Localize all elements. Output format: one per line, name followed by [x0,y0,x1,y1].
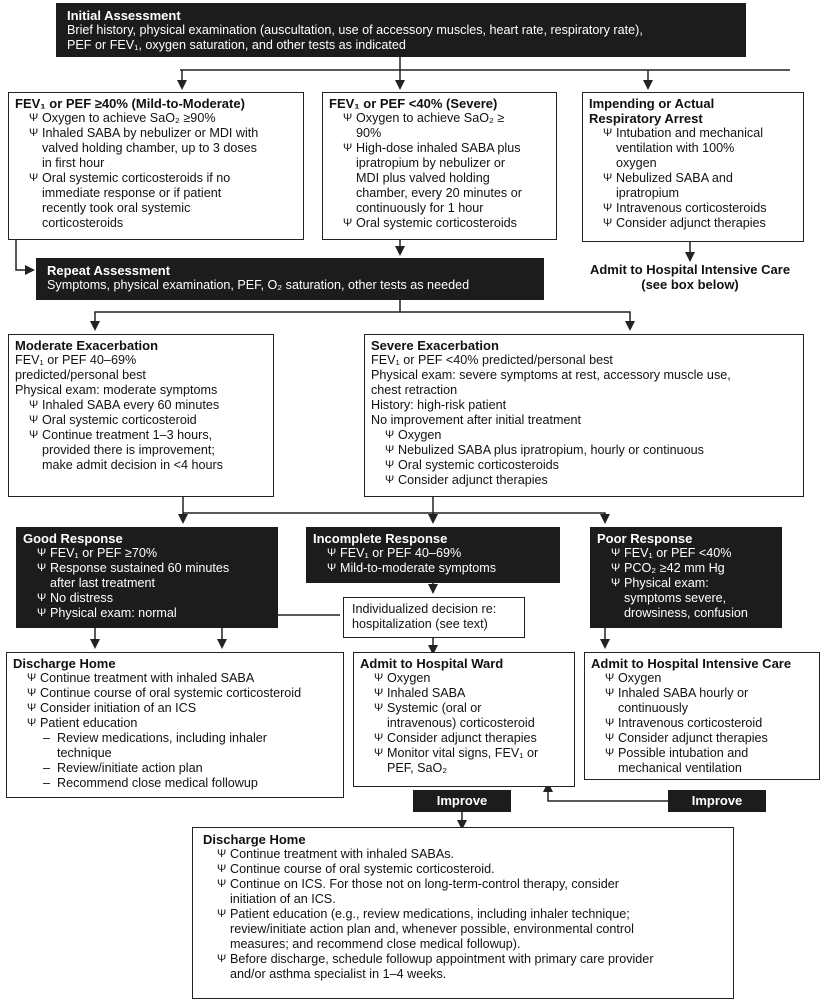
incomplete-response-box [306,527,560,583]
list-item: Ψ Before discharge, schedule followup appointment with primary care provider and/or asthma specialist in 1–4 weeks. [217,952,723,982]
list-item: Ψ Continue course of oral systemic corticosteroid [27,686,337,701]
hospitalization-decision-box: Individualized decision re: hospitalization (see text) [343,597,525,638]
severe-exacerbation-title: Severe Exacerbation [371,338,499,353]
list-item: Ψ Oxygen to achieve SaO₂ ≥ 90% [343,111,550,141]
list-item: Ψ Patient education [27,716,337,731]
list-item: Ψ Continue on ICS. For those not on long-term-control therapy, consider initiation of an ICS. [217,877,723,907]
severe-initial-title: FEV₁ or PEF <40% (Severe) [329,96,498,111]
poor-response-box [590,527,782,628]
mild-to-moderate-box [8,92,304,240]
severe-exacerbation-box [364,334,804,497]
mild-to-moderate-title: FEV₁ or PEF ≥40% (Mild-to-Moderate) [15,96,245,111]
list-item: – Recommend close medical followup [43,776,337,791]
list-item: Ψ Inhaled SABA every 60 minutes [29,398,267,413]
moderate-exacerbation-list [15,398,267,473]
discharge-home-box [6,652,344,798]
list-item: Ψ Response sustained 60 minutes after last treatment [37,561,271,591]
list-item: Ψ FEV₁ or PEF ≥70% [37,546,271,561]
list-item: – Review medications, including inhaler technique [43,731,337,761]
list-item: Ψ Physical exam: symptoms severe, drowsiness, confusion [611,576,775,621]
improve-label-ward: Improve [413,790,511,812]
list-item: Ψ Intubation and mechanical ventilation with 100% oxygen [603,126,797,171]
list-item: Ψ Consider initiation of an ICS [27,701,337,716]
incomplete-response-title: Incomplete Response [313,531,448,546]
list-item: Ψ Nebulized SABA and ipratropium [603,171,797,201]
hospital-icu-title: Admit to Hospital Intensive Care [591,656,792,671]
list-item: – Review/initiate action plan [43,761,337,776]
list-item: Ψ PCO₂ ≥42 mm Hg [611,561,775,576]
list-item: Ψ Nebulized SABA plus ipratropium, hourly or continuous [385,443,797,458]
good-response-box [16,527,278,628]
list-item: Ψ Consider adjunct therapies [603,216,797,231]
repeat-assessment-title: Repeat Assessment [47,263,171,278]
discharge-home-title: Discharge Home [13,656,116,671]
repeat-assessment-text: Symptoms, physical examination, PEF, O₂ saturation, other tests as needed [47,278,470,292]
list-item: Ψ Oxygen [385,428,797,443]
hospital-ward-box [353,652,575,787]
respiratory-arrest-box [582,92,804,242]
discharge-home-final-title: Discharge Home [203,832,306,847]
respiratory-arrest-title: Impending or Actual Respiratory Arrest [589,96,715,126]
good-response-list [23,546,271,621]
admit-icu-note: Admit to Hospital Intensive Care (see box below) [589,262,791,292]
list-item: Ψ No distress [37,591,271,606]
list-item: Ψ Continue treatment 1–3 hours, provided there is improvement; make admit decision in <4 hours [29,428,267,473]
good-response-title: Good Response [23,531,123,546]
poor-response-title: Poor Response [597,531,693,546]
patient-education-sublist [13,731,337,791]
list-item: Ψ Oral systemic corticosteroids [385,458,797,473]
severe-exacerbation-line: History: high-risk patient [371,398,507,412]
list-item: Ψ Continue course of oral systemic corticosteroid. [217,862,723,877]
list-item: Ψ Oxygen [374,671,568,686]
list-item: Ψ Systemic (oral or intravenous) corticosteroid [374,701,568,731]
list-item: Ψ Patient education (e.g., review medications, including inhaler technique; review/initiate action plan and, whenever possible, environmental control measures; and recommend close medical followup). [217,907,723,952]
list-item: Ψ Intravenous corticosteroids [603,201,797,216]
list-item: Ψ Mild-to-moderate symptoms [327,561,553,576]
list-item: Ψ Intravenous corticosteroid [605,716,813,731]
hospital-ward-list [360,671,568,776]
list-item: Ψ Continue treatment with inhaled SABAs. [217,847,723,862]
list-item: Ψ Oxygen to achieve SaO₂ ≥90% [29,111,297,126]
discharge-home-list [13,671,337,731]
repeat-assessment-box [36,258,544,300]
moderate-exacerbation-box [8,334,274,497]
list-item: Ψ Continue treatment with inhaled SABA [27,671,337,686]
severe-initial-box [322,92,557,240]
list-item: Ψ Consider adjunct therapies [605,731,813,746]
poor-response-list [597,546,775,621]
respiratory-arrest-list [589,126,797,231]
mild-to-moderate-list [15,111,297,231]
list-item: Ψ Oral systemic corticosteroids if no immediate response or if patient recently took oral systemic corticosteroids [29,171,297,231]
list-item: Ψ FEV₁ or PEF <40% [611,546,775,561]
list-item: Ψ Oxygen [605,671,813,686]
list-item: Ψ Oral systemic corticosteroids [343,216,550,231]
severe-exacerbation-list [371,428,797,488]
discharge-home-final-box [192,827,734,999]
list-item: Ψ Consider adjunct therapies [385,473,797,488]
severe-exacerbation-line: FEV₁ or PEF <40% predicted/personal best [371,353,613,367]
moderate-exacerbation-line: Physical exam: moderate symptoms [15,383,218,397]
list-item: Ψ Inhaled SABA [374,686,568,701]
incomplete-response-list [313,546,553,576]
initial-assessment-box [56,3,746,57]
severe-exacerbation-line: No improvement after initial treatment [371,413,581,427]
severe-exacerbation-line: Physical exam: severe symptoms at rest, accessory muscle use, chest retraction [371,368,731,397]
improve-label-icu: Improve [668,790,766,812]
hospital-icu-box [584,652,820,780]
list-item: Ψ Possible intubation and mechanical ventilation [605,746,813,776]
list-item: Ψ Inhaled SABA by nebulizer or MDI with valved holding chamber, up to 3 doses in first hour [29,126,297,171]
initial-assessment-title: Initial Assessment [67,8,181,23]
list-item: Ψ Monitor vital signs, FEV₁ or PEF, SaO₂ [374,746,568,776]
list-item: Ψ Consider adjunct therapies [374,731,568,746]
initial-assessment-text: Brief history, physical examination (auscultation, use of accessory muscles, heart rate, respiratory rate), PEF or FEV₁, oxygen saturation, and other tests as indicated [67,23,643,52]
moderate-exacerbation-title: Moderate Exacerbation [15,338,159,353]
list-item: Ψ FEV₁ or PEF 40–69% [327,546,553,561]
severe-initial-list [329,111,550,231]
hospital-ward-title: Admit to Hospital Ward [360,656,504,671]
list-item: Ψ Oral systemic corticosteroid [29,413,267,428]
list-item: Ψ High-dose inhaled SABA plus ipratropium by nebulizer or MDI plus valved holding chamber, every 20 minutes or continuously for 1 hour [343,141,550,216]
discharge-home-final-list [203,847,723,982]
list-item: Ψ Inhaled SABA hourly or continuously [605,686,813,716]
hospital-icu-list [591,671,813,776]
moderate-exacerbation-line: FEV₁ or PEF 40–69% predicted/personal best [15,353,146,382]
list-item: Ψ Physical exam: normal [37,606,271,621]
